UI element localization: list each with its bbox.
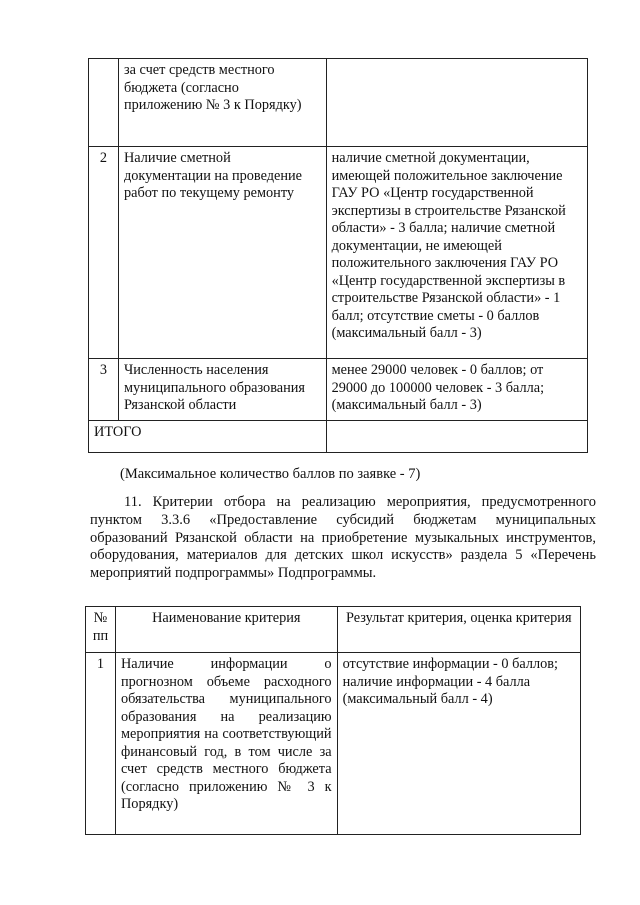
total-row bbox=[89, 421, 588, 453]
table-header bbox=[86, 607, 581, 653]
criterion-name: Наличие информации о прогнозном объеме расходного обязательства муниципального образования на реализацию мероприятия на соответствующий финансовый год, в том числе за счет средств местного бюджета (согласно приложению № 3 к Порядку) bbox=[115, 653, 337, 835]
row-number: 1 bbox=[86, 653, 116, 835]
table-row bbox=[86, 653, 581, 835]
header-num: № пп bbox=[86, 607, 116, 653]
header-result: Результат критерия, оценка критерия bbox=[337, 607, 580, 653]
row-number bbox=[89, 59, 119, 147]
criteria-table-2 bbox=[85, 606, 581, 835]
total-value bbox=[326, 421, 587, 453]
criterion-name: Численность населения муниципального образования Рязанской области bbox=[118, 359, 326, 421]
table-row bbox=[89, 359, 588, 421]
header-name: Наименование критерия bbox=[115, 607, 337, 653]
criterion-result bbox=[326, 59, 587, 147]
section-11-paragraph bbox=[90, 494, 596, 583]
criterion-result: наличие сметной документации, имеющей положительное заключение ГАУ РО «Центр государственной экспертизы в строительстве Рязанской области» - 3 балла; наличие сметной документации, не имеющей положительного заключения ГАУ РО «Центр государственной экспертизы в строительстве Рязанской области» - 1 балл; отсутствие сметы - 0 баллов (максимальный балл - 3) bbox=[326, 147, 587, 359]
table-row bbox=[89, 59, 588, 147]
criterion-result: менее 29000 человек - 0 баллов; от 29000 до 100000 человек - 3 балла; (максимальный балл - 3) bbox=[326, 359, 587, 421]
row-number: 2 bbox=[89, 147, 119, 359]
criterion-name: Наличие сметной документации на проведение работ по текущему ремонту bbox=[118, 147, 326, 359]
max-score-note: (Максимальное количество баллов по заявке - 7) bbox=[120, 466, 421, 482]
criterion-result: отсутствие информации - 0 баллов; наличие информации - 4 балла (максимальный балл - 4) bbox=[337, 653, 580, 835]
total-label: ИТОГО bbox=[89, 421, 327, 453]
criterion-name: за счет средств местного бюджета (согласно приложению № 3 к Порядку) bbox=[118, 59, 326, 147]
section-11-text: 11. Критерии отбора на реализацию мероприятия, предусмотренного пунктом 3.3.6 «Предоставление субсидий бюджетам муниципальных образований Рязанской области на приобретение музыкальных инструментов, оборудования, материалов для детских школ искусств» раздела 5 «Перечень мероприятий подпрограммы» Подпрограммы. bbox=[90, 494, 596, 582]
row-number: 3 bbox=[89, 359, 119, 421]
criteria-table-1 bbox=[88, 58, 588, 453]
table-row bbox=[89, 147, 588, 359]
